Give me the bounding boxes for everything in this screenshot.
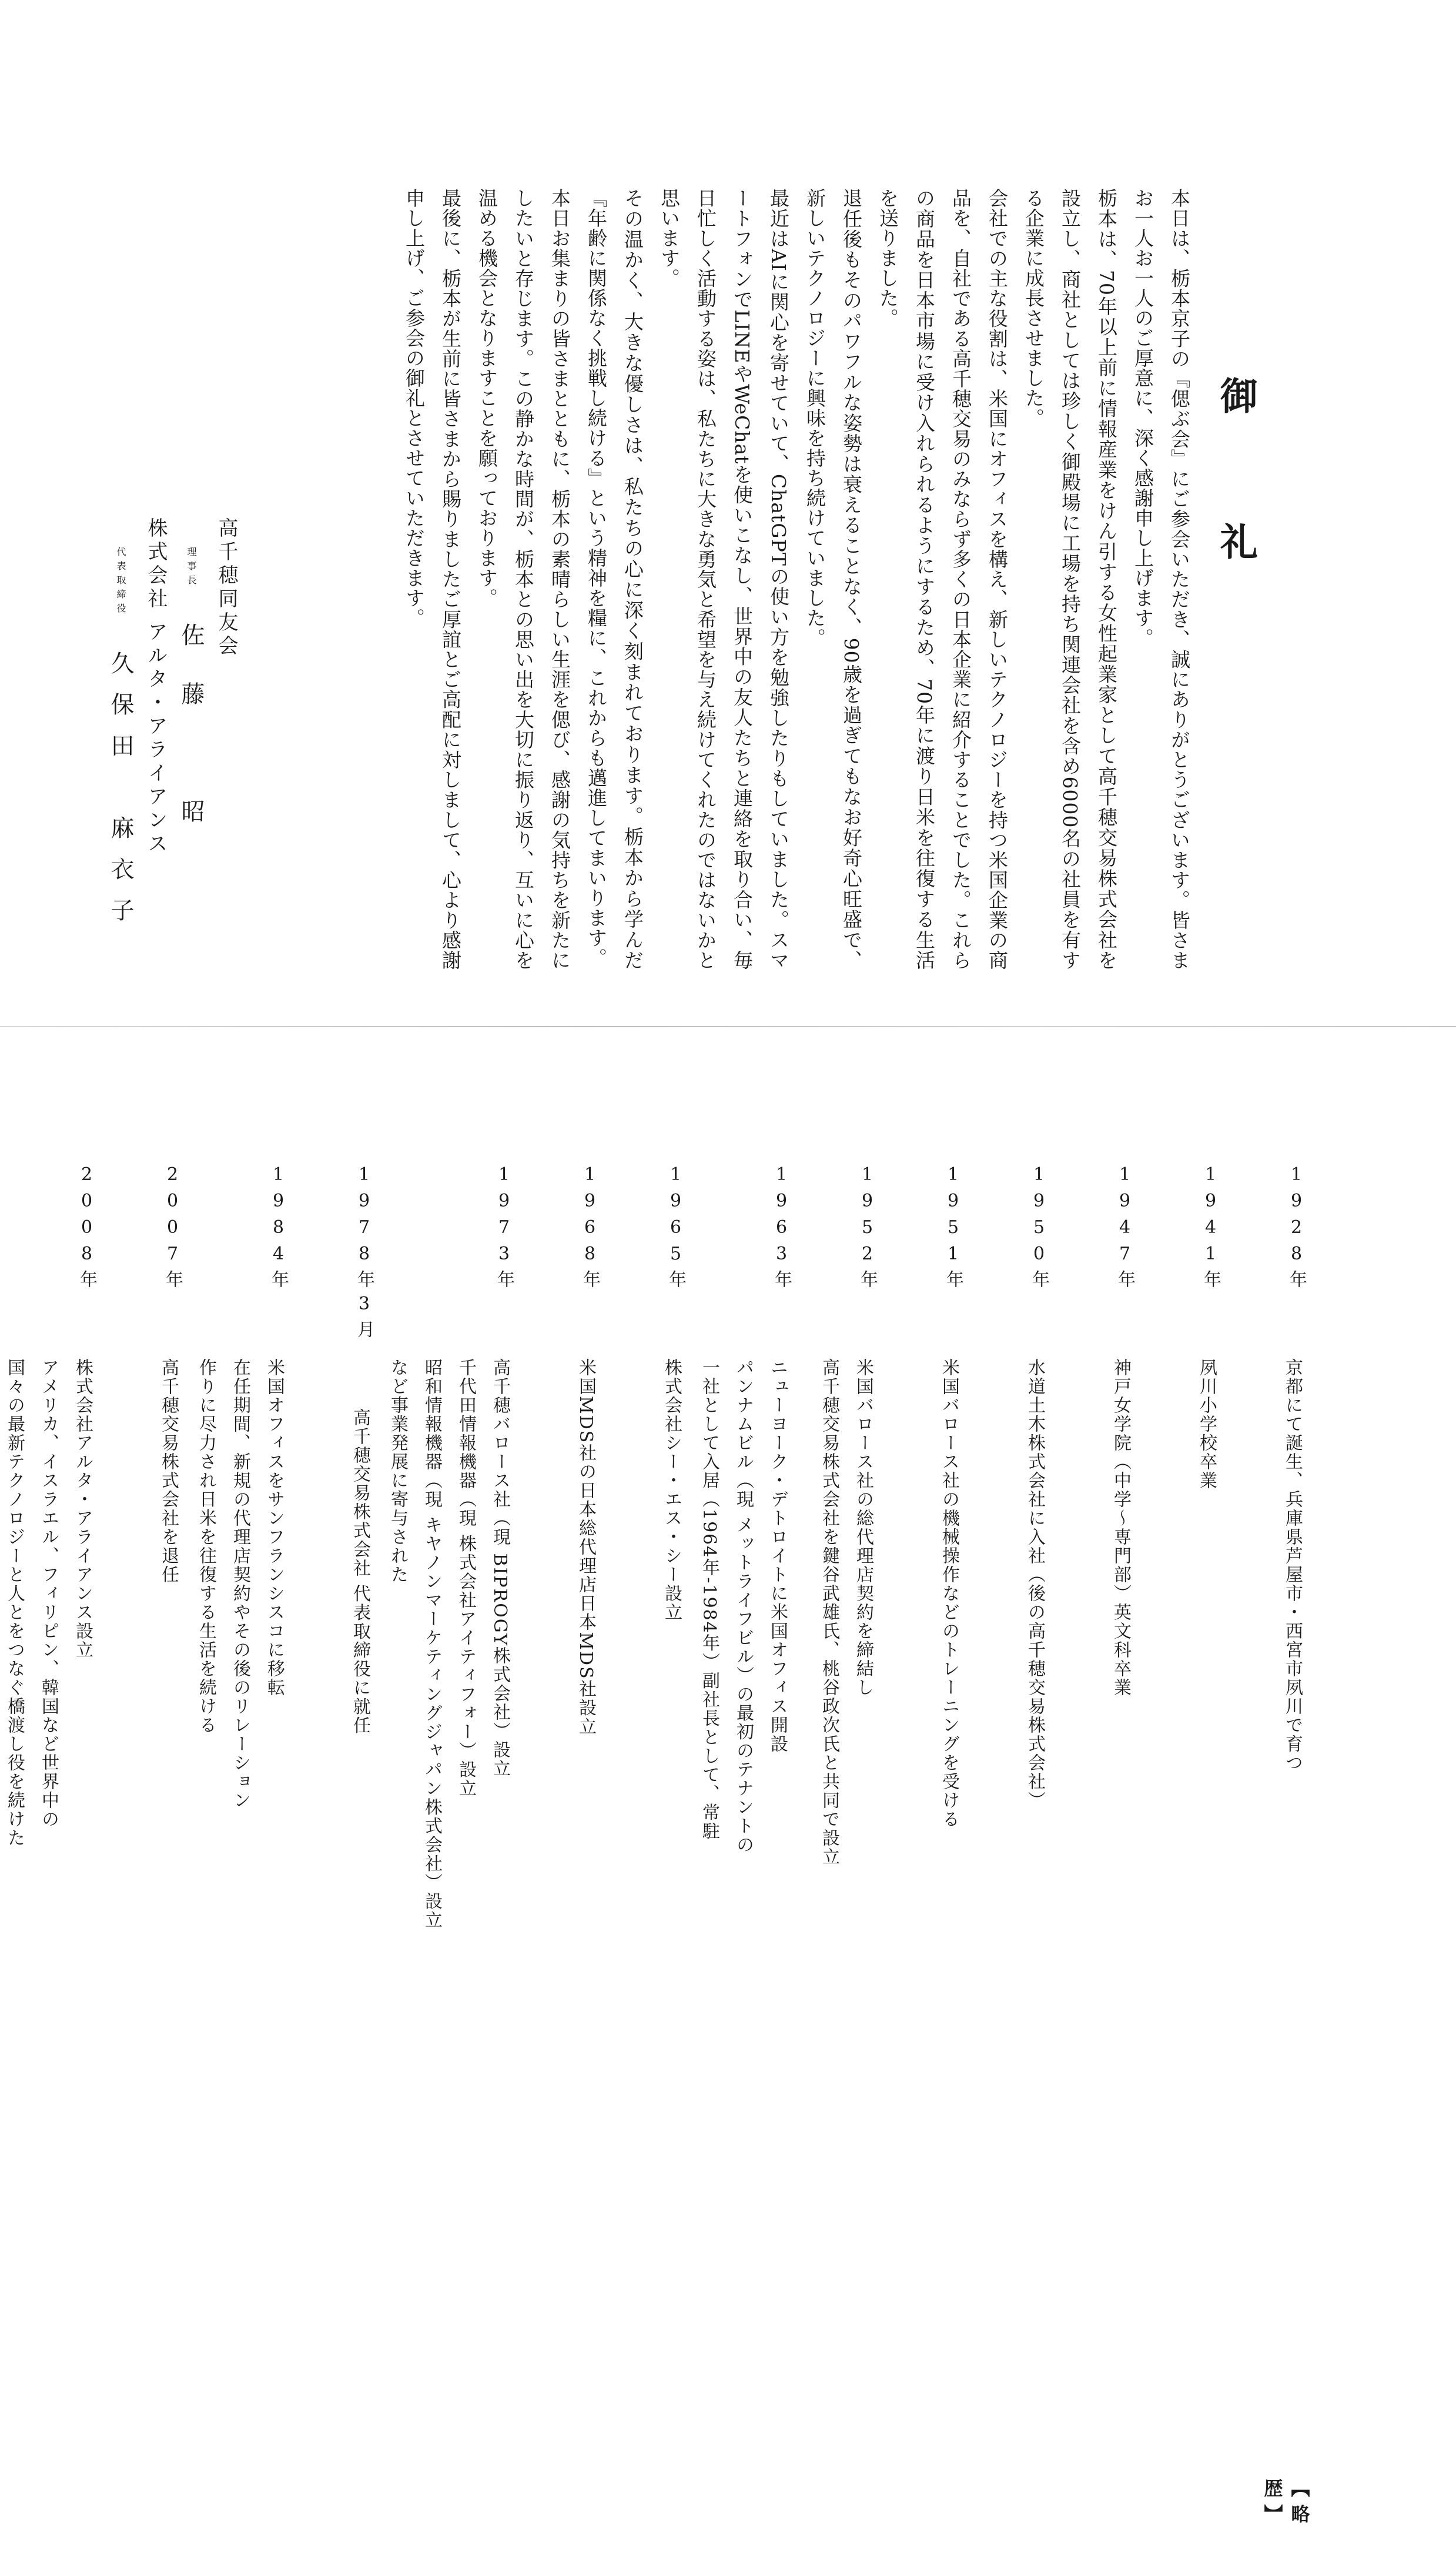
entry-line: 水道土木株式会社に入社（後の高千穂交易株式会社） xyxy=(1025,1358,1045,1810)
entry-line: アメリカ、イスラエル、フィリピン、韓国など世界中の xyxy=(38,1358,59,1829)
signature-alta-person xyxy=(106,547,135,939)
biography-timeline xyxy=(0,1164,1309,2046)
entry-line: パンナムビル（現 メットライフビル）の最初のテナントの xyxy=(733,1358,754,1855)
signature-alta xyxy=(141,517,170,857)
timeline-entry xyxy=(798,1164,880,2046)
entry-line: 米国MDS社の日本総代理店日本MDS社設立 xyxy=(575,1358,596,1736)
signature-org: 株式会社 アルタ・アライアンス xyxy=(144,517,168,857)
letter-title: 御 礼 xyxy=(1213,376,1258,595)
entry-year: 1947年 xyxy=(1114,1164,1135,1294)
letter-body xyxy=(396,188,1197,970)
entry-year: 1950年 xyxy=(1029,1164,1049,1294)
entry-line: 京都にて誕生、兵庫県芦屋市・西宮市夙川で育つ xyxy=(1282,1358,1303,1772)
entry-line: 株式会社アルタ・アライアンス設立 xyxy=(72,1358,93,1659)
letter-paragraph: 退任後もそのパワフルな姿勢は衰えることなく、90歳を過ぎてもなお好奇心旺盛で、新しいテクノロジーに興味を持ち続けていました。 xyxy=(804,188,863,970)
entry-line: 千代田情報機器（現 株式会社アイティフォー）設立 xyxy=(456,1358,476,1798)
entry-year: 1968年 xyxy=(580,1164,600,1294)
entry-line: 米国バロース社の機械操作などのトレーニングを受ける xyxy=(939,1358,959,1829)
entry-line: 株式会社シー・エス・シー設立 xyxy=(661,1358,682,1622)
timeline-entry xyxy=(1055,1164,1137,2046)
entry-year: 1928年 xyxy=(1286,1164,1307,1294)
entry-line: ニューヨーク・デトロイトに米国オフィス開設 xyxy=(767,1358,788,1753)
entry-year: 1973年 xyxy=(494,1164,514,1294)
timeline-entry xyxy=(883,1164,966,2046)
letter-paragraph: その温かく、大きな優しさは、私たちの心に深く刻まれております。栃本から学んだ『年齢に関係なく挑戦し続ける』という精神を糧に、これからも邁進してまいります。 xyxy=(585,188,644,971)
letter-paragraph: 最後に、栃本が生前に皆さまから賜りましたご厚誼とご高配に対しまして、心より感謝申し上げ、ご参会の御礼とさせていただきます。 xyxy=(403,188,462,970)
timeline-entry xyxy=(0,1164,99,2046)
entry-year: 1941年 xyxy=(1200,1164,1221,1294)
entry-line: 米国オフィスをサンフランシスコに移転 xyxy=(264,1358,284,1697)
letter-paragraph: 栃本は、70年以上前に情報産業をけん引する女性起業家として高千穂交易株式会社を設立し、商社としては珍しく御殿場に工場を持ち関連会社を含め6000名の社員を有する企業に成長させました。 xyxy=(1022,188,1118,970)
entry-line: 高千穂交易株式会社を鍵谷武雄氏、桃谷政次氏と共同で設立 xyxy=(819,1358,839,1866)
timeline-entry xyxy=(1227,1164,1309,2046)
thank-you-letter xyxy=(0,0,1456,1011)
entry-year: 1963年 xyxy=(771,1164,792,1294)
entry-line: など事業発展に寄与された xyxy=(387,1358,408,1584)
signature-doyukai-person xyxy=(176,547,206,858)
signature-org: 高千穂同友会 xyxy=(215,517,238,659)
signature-role: 代表取締役 xyxy=(115,547,126,617)
timeline-entry xyxy=(520,1164,603,2046)
entry-year: 1952年 xyxy=(857,1164,878,1294)
entry-line: 高千穂バロース社（現 BIPROGY株式会社）設立 xyxy=(490,1358,510,1779)
entry-line: 昭和情報機器（現 キヤノンマーケティングジャパン株式会社）設立 xyxy=(421,1358,442,1930)
signature-name: 佐藤 昭 xyxy=(178,622,205,858)
entry-line: 高千穂交易株式会社を退任 xyxy=(158,1358,179,1584)
timeline-entry xyxy=(189,1164,291,2046)
entry-line: 在任期間、新規の代理店契約やその後のリレーション xyxy=(230,1358,250,1810)
entry-line: 夙川小学校卒業 xyxy=(1196,1358,1217,1490)
entry-line: 神戸女学院（中学～専門部）英文科卒業 xyxy=(1110,1358,1131,1697)
entry-year: 2008年 xyxy=(76,1164,97,1294)
letter-paragraph: 本日は、栃本京子の『偲ぶ会』にご参会いただき、誠にありがとうございます。皆さまお一人お一人のご厚意に、深く感謝申し上げます。 xyxy=(1132,188,1191,970)
timeline-entry xyxy=(692,1164,794,2046)
letter-paragraph: 会社での主な役割は、米国にオフィスを構え、新しいテクノロジーを持つ米国企業の商品を、自社である高千穂交易のみならず多くの日本企業に紹介することでした。これらの商品を日本市場に受け入れられるようにするため、70年に渡り日米を往復する生活を送りました。 xyxy=(876,188,1009,970)
timeline-entry xyxy=(969,1164,1052,2046)
timeline-entry xyxy=(1141,1164,1223,2046)
signature-role: 理事長 xyxy=(186,547,197,589)
entry-line: 一社として入居（1964年-1984年）副社長として、常駐 xyxy=(699,1358,719,1841)
entry-line: 作りに尽力され日米を往復する生活を続ける xyxy=(196,1358,216,1735)
letter-paragraph: 本日お集まりの皆さまとともに、栃本の素晴らしい生涯を偲び、感謝の気持ちを新たにしたいと存じます。この静かな時間が、栃本との思い出を大切に振り返り、互いに心を温める機会となりますことを願っております。 xyxy=(476,188,571,970)
timeline-entry xyxy=(606,1164,688,2046)
entry-line: 国々の最新テクノロジーと人とをつなぐ橋渡し役を続けた xyxy=(4,1358,25,1847)
timeline-entry xyxy=(103,1164,185,2046)
letter-paragraph: 最近はAIに関心を寄せていて、ChatGPTの使い方を勉強したりもしていました。スマートフォンでLINEやWeChatを使いこなし、世界中の友人たちと連絡を取り合い、毎日忙しく活動する姿は、私たちに大きな勇気と希望を与え続けてくれたのではないかと思います。 xyxy=(658,188,790,970)
timeline-entry xyxy=(294,1164,377,2046)
entry-line: 米国バロース社の総代理店契約を締結し xyxy=(853,1358,873,1697)
entry-year: 2007年 xyxy=(162,1164,183,1294)
biography-title: 【略 歴】 xyxy=(1261,2478,1311,2556)
timeline-entry xyxy=(380,1164,517,2046)
signature-doyukai xyxy=(212,517,241,659)
entry-year: 1951年 xyxy=(943,1164,963,1294)
entry-year: 1978年3月 xyxy=(354,1164,374,1344)
entry-line: 高千穂交易株式会社 代表取締役に就任 xyxy=(350,1408,370,1735)
entry-year: 1965年 xyxy=(665,1164,686,1294)
entry-year: 1984年 xyxy=(268,1164,289,1294)
signature-name: 久保田 麻衣子 xyxy=(107,650,134,939)
page-fold-divider xyxy=(0,1026,1456,1027)
